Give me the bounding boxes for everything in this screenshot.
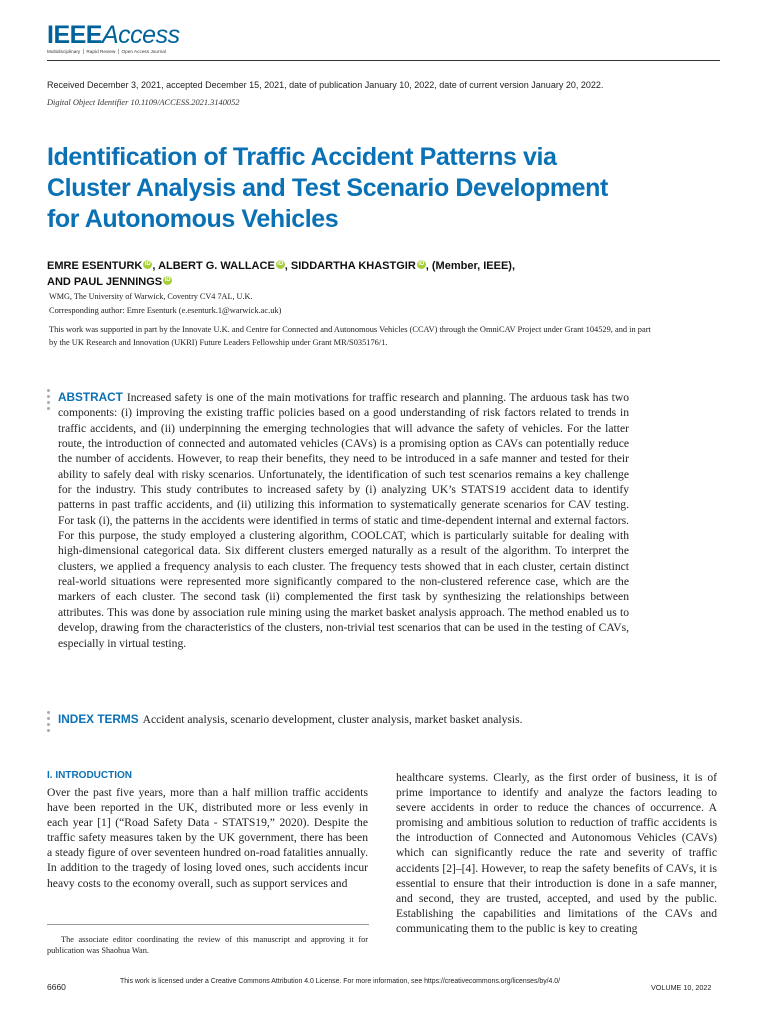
dots-icon bbox=[47, 711, 51, 735]
editor-footnote: The associate editor coordinating the review of this manuscript and approving it for publication was Shaohua Wan. bbox=[47, 935, 368, 955]
section-heading: I. INTRODUCTION bbox=[47, 770, 132, 781]
body-text-left: Over the past five years, more than a half million traffic accidents have been reported in the UK, distributed more or less evenly in each year [1] (“Road Safety Data - STATS19,” 2020). Despite the traffic safety measures taken by the UK government, there has been a steady figure of over seventeen hundred on-road fatalities annually. In addition to the tragedy of losing loved ones, such accidents incur heavy costs to the economy overall, such as support services and bbox=[47, 786, 368, 890]
footnote-divider bbox=[47, 924, 369, 925]
body-text-right: healthcare systems. Clearly, as the first order of business, it is of prime importance to identify and analyze the factors leading to severe accidents in order to reduce the chances of occurrence. A promising and ambitious solution to reduction of traffic accidents is the introduction of Connected and Autonomous Vehicles (CAVs) which can significantly reduce the rate and severity of traffic accidents [2]–[4]. However, to reap the safety benefits of CAVs, it is essential to ensure that their introduction is done in a safe manner, and second, they are trusted, accepted, and used by the public. Establishing the capabilities and limitations of the CAVs and communicating them to the public is key to creating bbox=[396, 771, 717, 935]
logo-ieee: IEEE bbox=[47, 21, 102, 49]
abstract-heading: ABSTRACT bbox=[58, 390, 123, 404]
index-terms bbox=[58, 712, 658, 727]
author-list: EMRE ESENTURK iD , ALBERT G. WALLACE iD , SIDDARTHA KHASTGIR iD , (Member, IEEE), AND PAUL JENNINGS iD bbox=[47, 260, 516, 288]
title-line: Cluster Analysis and Test Scenario Development bbox=[47, 174, 608, 202]
author-name[interactable]: AND PAUL JENNINGS bbox=[47, 276, 163, 288]
journal-logo bbox=[47, 22, 180, 55]
index-terms-text: Accident analysis, scenario development, cluster analysis, market basket analysis. bbox=[142, 713, 523, 726]
author-name[interactable]: ALBERT G. WALLACE bbox=[158, 260, 275, 272]
title-line: Identification of Traffic Accident Patterns via bbox=[47, 143, 557, 171]
journal-tagline: Multidisciplinary ⎪ Rapid Review ⎪ Open Access Journal bbox=[47, 49, 166, 54]
dots-icon bbox=[47, 389, 51, 413]
orcid-icon[interactable]: iD bbox=[418, 261, 425, 267]
corresponding-author: Corresponding author: Emre Esenturk (e.esenturk.1@warwick.ac.uk) bbox=[49, 306, 282, 315]
funding-statement: This work was supported in part by the Innovate U.K. and Centre for Connected and Autonomous Vehicles (CCAV) through the OmniCAV Project under Grant 104529, and in part by the UK Research and Innovation (UKRI) Future Leaders Fellowship under Grant MR/S035176/1. bbox=[49, 325, 651, 347]
author-name[interactable]: SIDDARTHA KHASTGIR bbox=[290, 260, 416, 272]
abstract-text: Increased safety is one of the main motivations for traffic research and planning. The arduous task has two components: (i) improving the existing traffic policies based on a good understanding of risk factors related to trends in traffic accidents, and (ii) underpinning the emerging technologies that will advance the safety of vehicles. For the latter route, the introduction of connected and automated vehicles (CAVs) is a promising option as CAVs can potentially reduce the number of accidents. However, to reap their benefits, they need to be introduced in a safe manner and tested for their ability to safely deal with risky scenarios. Unfortunately, the identification of such test scenarios remains a key challenge for the industry. This study contributes to increased safety by (i) analyzing UK’s STATS19 accident data to identify patterns in past traffic accidents, and (ii) utilizing this information to systematically generate scenarios for CAV testing. For task (i), the patterns in the accidents were identified in terms of static and time-dependent internal and external factors. For this purpose, the study employed a clustering algorithm, COOLCAT, which is particularly suitable for dealing with high-dimensional categorical data. Six different clusters emerged naturally as a result of the algorithm. To interpret the clusters, we applied a frequency analysis to each cluster. The frequency tests showed that in each cluster, certain distinct real-world situations were represented more significantly compared to the non-clustered reference case, which are the markers of each cluster. The second task (ii) complemented the first task by synthesizing the relationships between attributes. This was done by association rule mining using the market basket analysis approach. The method enabled us to develop, drawing from the characteristics of the clusters, non-trivial test scenarios that can be used in the testing of CAVs, especially in virtual testing. bbox=[58, 391, 629, 650]
orcid-icon[interactable]: iD bbox=[277, 261, 284, 267]
volume-info: VOLUME 10, 2022 bbox=[651, 983, 712, 992]
author-name[interactable]: EMRE ESENTURK bbox=[47, 260, 143, 272]
paper-title bbox=[47, 142, 687, 235]
license-notice[interactable]: This work is licensed under a Creative Commons Attribution 4.0 License. For more information, see https://creativecommons.org/licenses/by/4.0/ bbox=[120, 978, 561, 985]
abstract bbox=[58, 390, 629, 651]
title-line: for Autonomous Vehicles bbox=[47, 205, 339, 233]
affiliation: WMG, The University of Warwick, Coventry CV4 7AL, U.K. bbox=[49, 292, 253, 301]
orcid-icon[interactable]: iD bbox=[164, 277, 171, 283]
header-divider bbox=[47, 60, 720, 61]
received-dates: Received December 3, 2021, accepted December 15, 2021, date of publication January 10, 2022, date of current version January 20, 2022. bbox=[47, 80, 604, 90]
author-membership: , (Member, IEEE), bbox=[425, 260, 516, 272]
doi: Digital Object Identifier 10.1109/ACCESS.2021.3140052 bbox=[47, 98, 240, 107]
page-number: 6660 bbox=[47, 982, 66, 992]
logo-access: Access bbox=[101, 21, 180, 49]
index-terms-heading: INDEX TERMS bbox=[58, 712, 139, 726]
orcid-icon[interactable]: iD bbox=[144, 261, 151, 267]
